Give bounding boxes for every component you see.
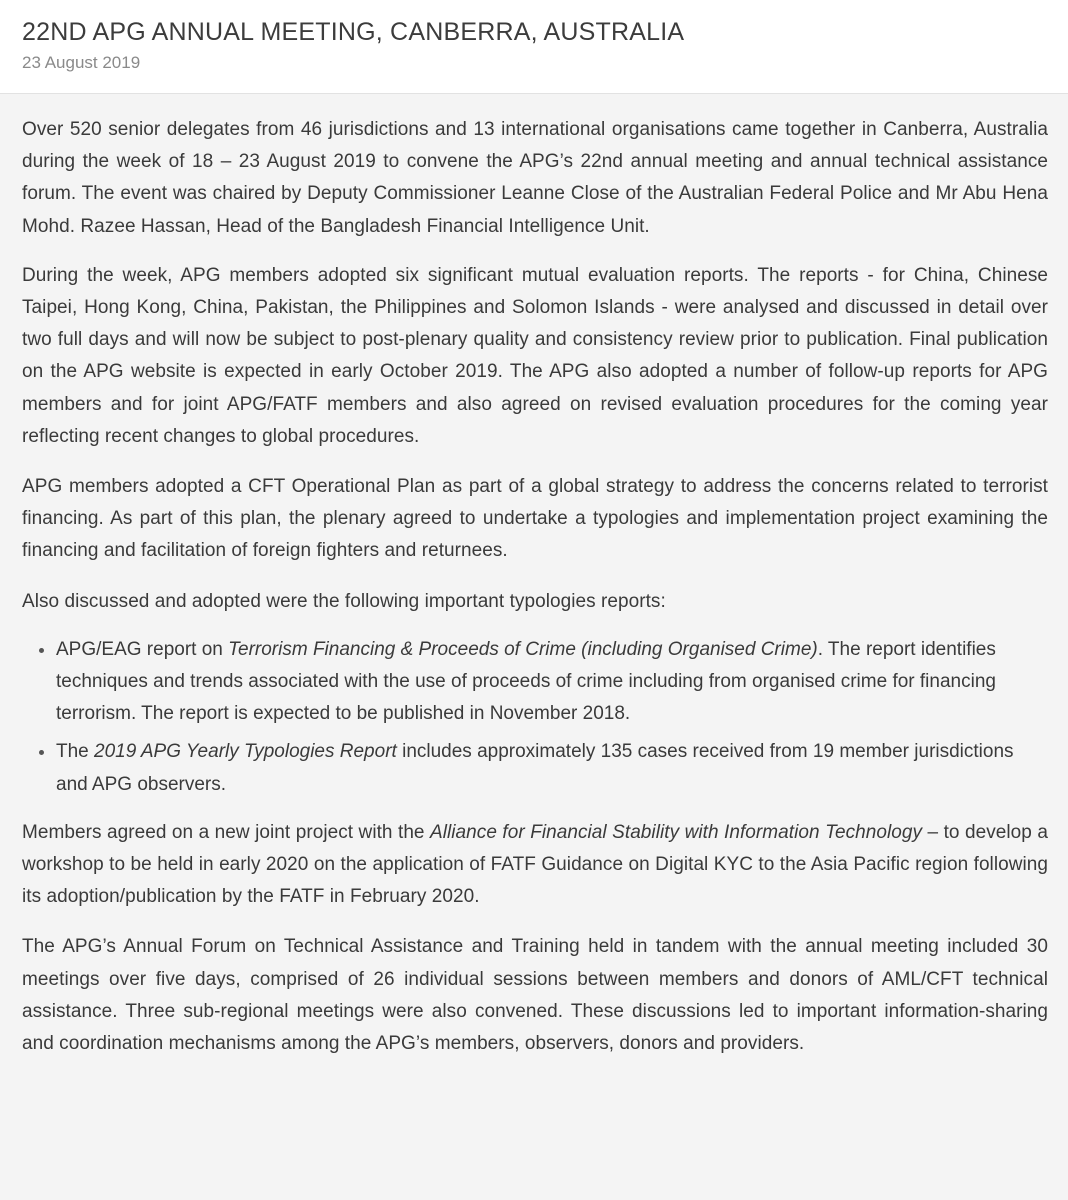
list-item-text: APG/EAG report on <box>56 638 229 660</box>
article-title: 22ND APG ANNUAL MEETING, CANBERRA, AUSTRALIA <box>22 18 685 46</box>
report-title: 2019 APG Yearly Typologies Report <box>94 741 397 763</box>
list-item <box>56 634 1048 731</box>
paragraph-delegates: Over 520 senior delegates from 46 jurisdictions and 13 international organisations came together in Canberra, Australia during the week of 18 – 23 August 2019 to convene the APG’s 22nd annual meeting and annual technical assistance forum. The event was chaired by Deputy Commissioner Leanne Close of the Australian Federal Police and Mr Abu Hena Mohd. Razee Hassan, Head of the Bangladesh Financial Intelligence Unit. <box>22 119 1048 237</box>
list-item-text: includes approximately 135 cases received from 19 member jurisdictions and APG observers. <box>56 741 1014 795</box>
article-header <box>0 0 1068 93</box>
paragraph-joint-project <box>22 817 1048 914</box>
list-item <box>56 736 1048 800</box>
paragraph-cft-plan: APG members adopted a CFT Operational Plan as part of a global strategy to address the concerns related to terrorist financing. As part of this plan, the plenary agreed to undertake a typologies and implementation project examining the financing and facilitation of foreign fighters and returnees. <box>22 476 1048 562</box>
report-title: Terrorism Financing & Proceeds of Crime (including Organised Crime) <box>228 638 818 660</box>
article-date: 23 August 2019 <box>22 53 141 72</box>
paragraph-mutual-evaluations: During the week, APG members adopted six significant mutual evaluation reports. The reports - for China, Chinese Taipei, Hong Kong, China, Pakistan, the Philippines and Solomon Islands - were analysed and discussed in detail over two full days and will now be subject to post-plenary quality and consistency review prior to publication. Final publication on the APG website is expected in early October 2019. The APG also adopted a number of follow-up reports for APG members and for joint APG/FATF members and also agreed on revised evaluation procedures for the coming year reflecting recent changes to global procedures. <box>22 264 1048 447</box>
list-item-text: The <box>56 741 95 763</box>
paragraph-annual-forum: The APG’s Annual Forum on Technical Assistance and Training held in tandem with the annual meeting included 30 meetings over five days, comprised of 26 individual sessions between members and donors of AML/CFT technical assistance. Three sub-regional meetings were also convened. These discussions led to important information-sharing and coordination mechanisms among the APG’s members, observers, donors and providers. <box>22 936 1048 1055</box>
typologies-list <box>22 634 1048 801</box>
article-body <box>0 93 1068 1200</box>
list-item-text: . The report identifies techniques and trends associated with the use of proceeds of crime including from organised crime for financing terrorism. The report is expected to be published in November 2018. <box>56 638 996 725</box>
paragraph-typologies-intro: Also discussed and adopted were the following important typologies reports: <box>22 590 666 612</box>
alliance-name: Alliance for Financial Stability with Information Technology <box>430 821 923 843</box>
paragraph-text: Members agreed on a new joint project with the <box>22 821 431 843</box>
paragraph-text: – to develop a workshop to be held in early 2020 on the application of FATF Guidance on Digital KYC to the Asia Pacific region following its adoption/publication by the FATF in February 2020. <box>22 821 1048 908</box>
